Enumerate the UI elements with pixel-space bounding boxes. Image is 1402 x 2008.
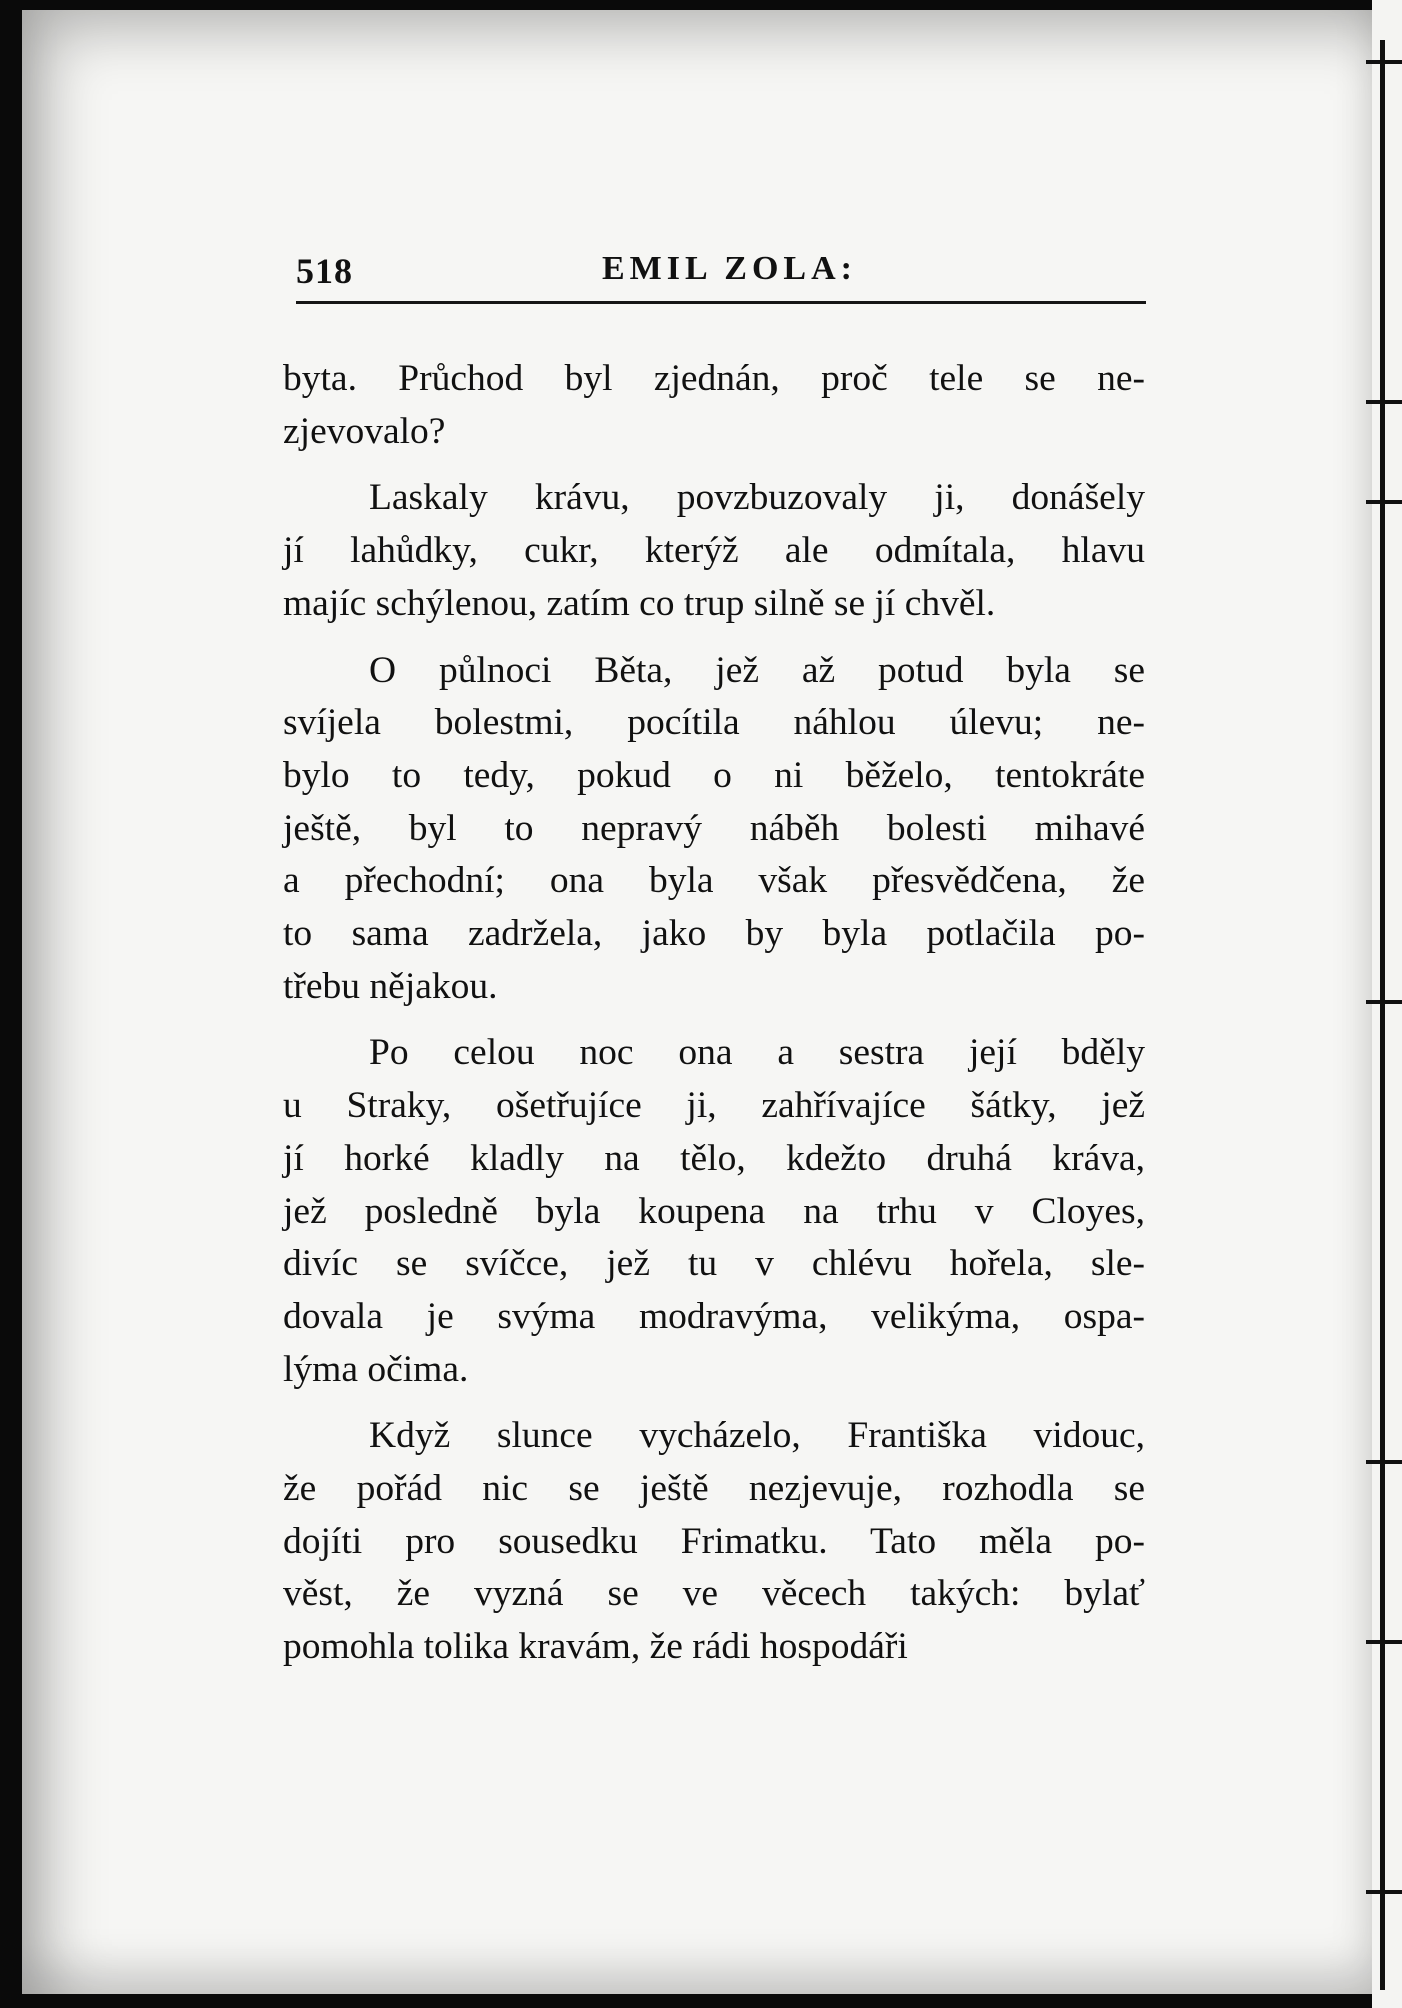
text-line: u Straky, ošetřujíce ji, zahřívajíce šátky, jež (283, 1085, 1145, 1127)
paragraph (283, 353, 1145, 458)
paragraph (283, 1410, 1145, 1674)
text-line: třebu nějakou. (283, 965, 498, 1007)
text-line: věst, že vyzná se ve věcech takých: bylať (283, 1573, 1145, 1615)
edge-mark (1366, 1890, 1402, 1894)
body-text (283, 353, 1145, 1688)
edge-mark (1366, 500, 1402, 504)
edge-mark (1366, 60, 1402, 64)
paragraph (283, 645, 1145, 1014)
paragraph (283, 472, 1145, 630)
text-line: jí lahůdky, cukr, kterýž ale odmítala, hlavu (283, 530, 1145, 572)
page-number: 518 (296, 251, 353, 291)
text-line: to sama zadržela, jako by byla potlačila po- (283, 913, 1145, 955)
scan-border-bottom (0, 1992, 1402, 2008)
text-line: lýma očima. (283, 1348, 469, 1390)
text-line: a přechodní; ona byla však přesvědčena, že (283, 860, 1145, 902)
text-line: divíc se svíčce, jež tu v chlévu hořela, sle- (283, 1243, 1145, 1285)
text-line: jež posledně byla koupena na trhu v Cloyes, (283, 1190, 1145, 1232)
text-line: ještě, byl to nepravý náběh bolesti mihavé (283, 807, 1145, 849)
text-line: Když slunce vycházelo, Františka vidouc, (369, 1415, 1145, 1457)
text-line: že pořád nic se ještě nezjevuje, rozhodla se (283, 1468, 1145, 1510)
text-line: bylo to tedy, pokud o ni běželo, tentokráte (283, 754, 1145, 796)
edge-mark (1366, 1640, 1402, 1644)
text-line: jí horké kladly na tělo, kdežto druhá kráva, (283, 1137, 1145, 1179)
paragraph (283, 1027, 1145, 1396)
text-line: Laskaly krávu, povzbuzovaly ji, donášely (369, 477, 1145, 519)
running-head (296, 250, 1146, 300)
text-line: byta. Průchod byl zjednán, proč tele se ne- (283, 358, 1145, 399)
text-line: majíc schýlenou, zatím co trup silně se jí chvěl. (283, 582, 996, 624)
text-line: zjevovalo? (283, 410, 446, 452)
text-line: O půlnoci Běta, jež až potud byla se (369, 649, 1145, 691)
text-line: dovala je svýma modravýma, velikýma, ospa- (283, 1295, 1145, 1337)
text-line: Po celou noc ona a sestra její bděly (369, 1032, 1145, 1074)
edge-mark (1366, 1000, 1402, 1004)
text-line: svíjela bolestmi, pocítila náhlou úlevu; ne- (283, 702, 1145, 744)
edge-mark (1366, 400, 1402, 404)
running-head-title: EMIL ZOLA: (602, 250, 857, 287)
edge-mark (1366, 1460, 1402, 1464)
binding-line (1380, 40, 1385, 1990)
text-line: pomohla tolika kravám, že rádi hospodáři (283, 1626, 908, 1668)
page-edge-right (1372, 0, 1402, 2008)
text-line: dojíti pro sousedku Frimatku. Tato měla po- (283, 1520, 1145, 1562)
header-rule (296, 301, 1146, 304)
